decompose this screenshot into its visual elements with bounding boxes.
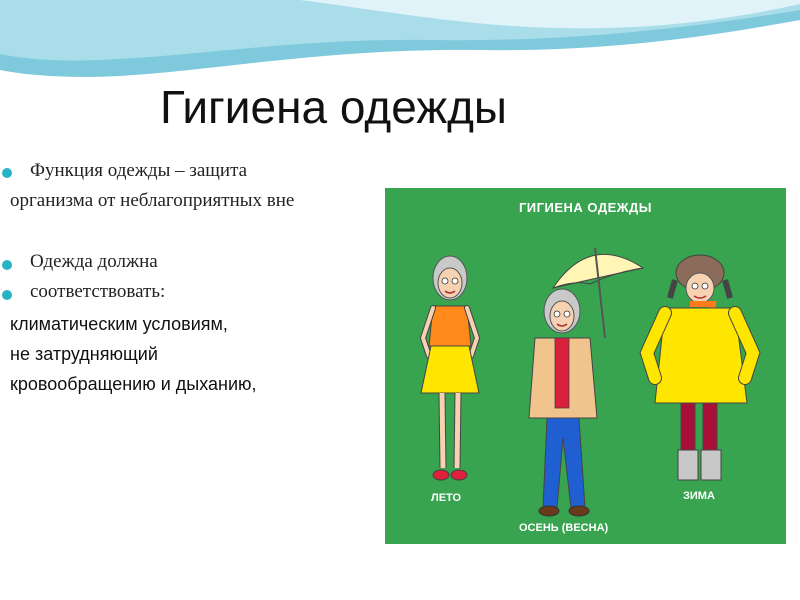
bullet-dot-icon bbox=[2, 260, 12, 270]
slide-title: Гигиена одежды bbox=[160, 81, 507, 133]
bullet-text: Функция одежды – защита bbox=[30, 160, 248, 181]
figures-drawing bbox=[385, 188, 786, 544]
bullet-dot-icon bbox=[2, 290, 12, 300]
bullet-dot-icon bbox=[2, 168, 12, 178]
text-content bbox=[0, 150, 400, 410]
caption-autumn: ОСЕНЬ (ВЕСНА) bbox=[519, 522, 609, 534]
autumn-figure bbox=[529, 248, 643, 516]
list-line: кровообращению и дыханию, bbox=[10, 374, 257, 394]
illustration-title: ГИГИЕНА ОДЕЖДЫ bbox=[518, 200, 653, 215]
bullet-text: Одежда должна bbox=[30, 251, 158, 272]
clothing-illustration bbox=[385, 188, 786, 544]
caption-summer: ЛЕТО bbox=[431, 492, 462, 504]
winter-figure bbox=[647, 255, 753, 480]
caption-winter: ЗИМА bbox=[683, 490, 715, 502]
bullet-text-continued: организма от неблагоприятных вне bbox=[10, 190, 295, 211]
list-line: климатическим условиям, bbox=[10, 314, 228, 334]
header-wave-decoration bbox=[0, 0, 800, 80]
bullet-text: соответствовать: bbox=[30, 281, 166, 302]
list-line: не затрудняющий bbox=[10, 344, 158, 364]
summer-figure bbox=[421, 256, 479, 480]
